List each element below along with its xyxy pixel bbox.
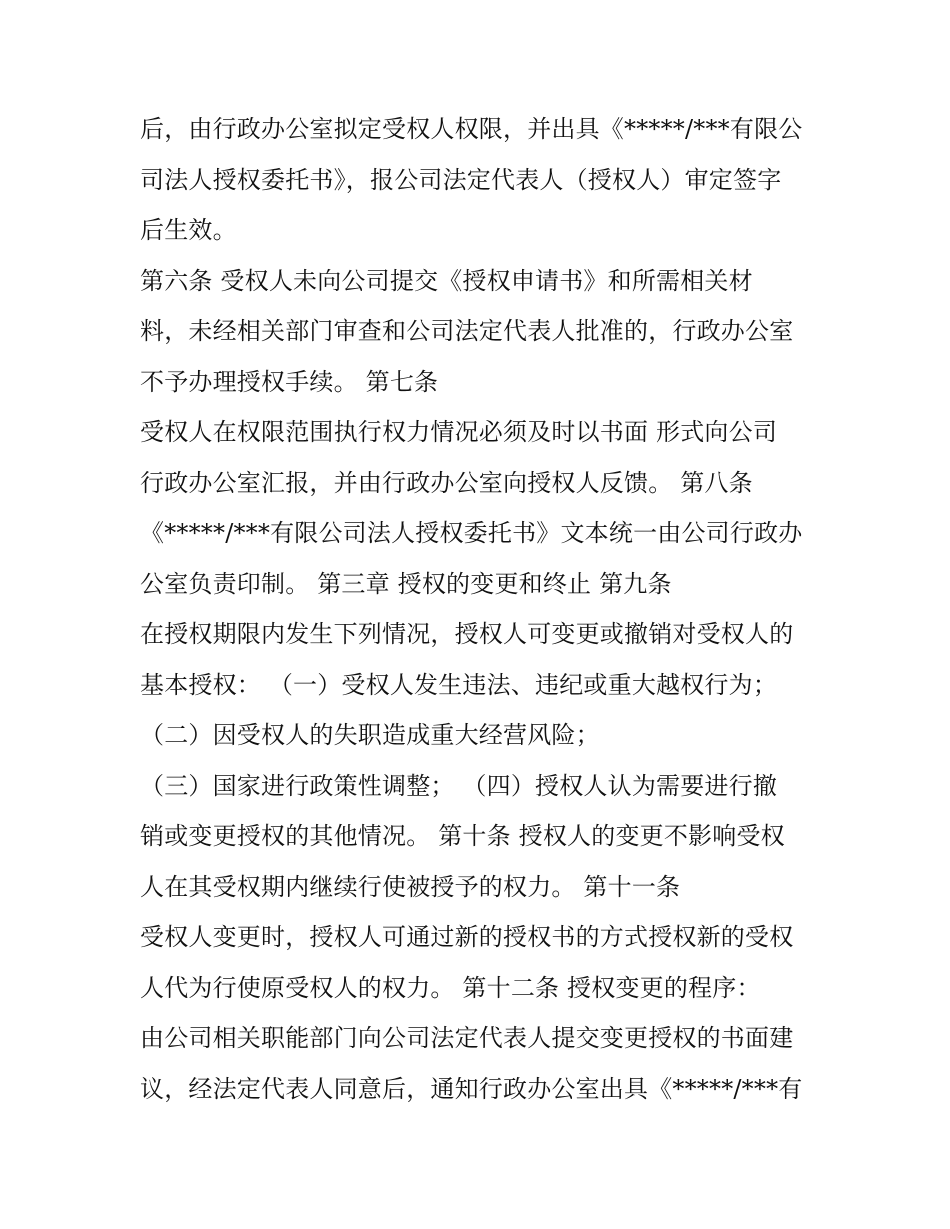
text-line: 受权人在权限范围执行权力情况必须及时以书面 形式向公司 [140,418,778,446]
text-line: 受权人变更时，授权人可通过新的授权书的方式授权新的受权 [140,923,794,951]
text-line: 不予办理授权手续。 第七条 [140,367,439,396]
text-line: 人代为行使原受权人的权力。 第十二条 授权变更的程序： [140,973,761,1002]
text-line: 在授权期限内发生下列情况，授权人可变更或撤销对受权人的 [140,620,794,648]
text-line: 议，经法定代表人同意后，通知行政办公室出具《*****/***有 [140,1074,803,1103]
text-line: 行政办公室汇报，并由行政办公室向授权人反馈。 第八条 [140,468,753,497]
text-line: 司法人授权委托书》，报公司法定代表人（授权人）审定签字 [140,165,782,194]
text-line: 第六条 受权人未向公司提交《授权申请书》和所需相关材 [140,266,753,295]
text-line: 销或变更授权的其他情况。 第十条 授权人的变更不影响受权 [140,822,785,850]
text-line: 公室负责印制。 第三章 授权的变更和终止 第九条 [140,569,672,598]
text-line: 人在其受权期内继续行使被授予的权力。 第十一条 [140,872,681,901]
text-line: 后，由行政办公室拟定受权人权限，并出具《*****/***有限公 [140,115,803,143]
text-line: 料，未经相关部门审查和公司法定代表人批准的，行政办公室 [140,317,794,345]
text-line: 基本授权： （一）受权人发生违法、违纪或重大越权行为； [140,670,778,699]
body-text [140,107,820,1117]
text-line: （三）国家进行政策性调整； （四）授权人认为需要进行撤 [140,771,778,800]
text-line: 《*****/***有限公司法人授权委托书》文本统一由公司行政办 [140,519,803,547]
text-line: 由公司相关职能部门向公司法定代表人提交变更授权的书面建 [140,1024,794,1052]
text-line: 后生效。 [140,216,237,244]
text-line: （二）因受权人的失职造成重大经营风险； [140,721,600,749]
